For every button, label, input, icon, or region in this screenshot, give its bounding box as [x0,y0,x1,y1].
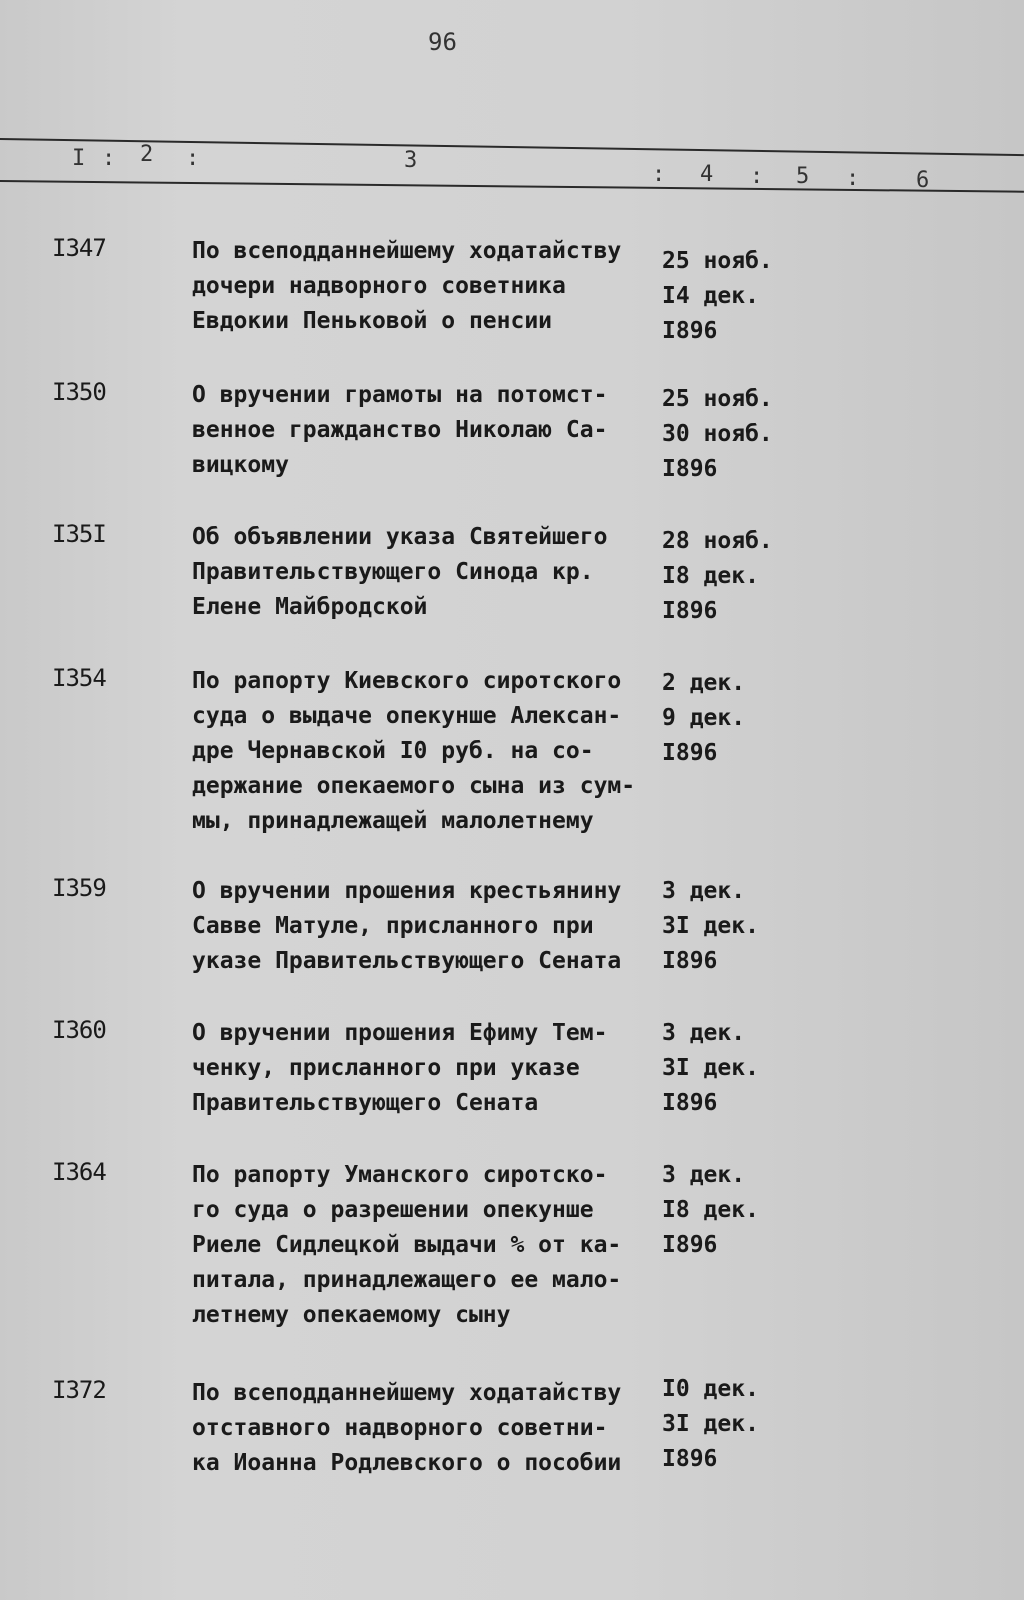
column-header-6: 6 [916,168,930,193]
entry-line: мы, принадлежащей малолетнему [192,808,594,834]
column-separator: : [750,164,764,189]
entry-line: По рапорту Киевского сиротского [192,668,622,694]
entry-line: венное гражданство Николаю Са- [192,417,608,443]
entry-line: указе Правительствующего Сената [192,948,622,974]
entry-description [192,520,662,625]
header-rule-top [0,138,1024,156]
entry-line: Евдокии Пеньковой о пенсии [192,308,553,334]
column-header-2: 2 [140,142,154,167]
date-end: 3I дек. [662,1411,759,1437]
entry-dates [662,382,773,487]
entry-line: дочери надворного советника [192,273,566,299]
entry-number: I359 [52,874,106,902]
entry-line: го суда о разрешении опекунше [192,1197,594,1223]
entry-line: Риеле Сидлецкой выдачи % от ка- [192,1232,622,1258]
date-start: I0 дек. [662,1376,759,1402]
entry-dates [662,1016,759,1121]
entry-dates [662,1158,759,1263]
entry-line: Савве Матуле, присланного при [192,913,594,939]
entry-number: I364 [52,1158,106,1186]
entry-line: По рапорту Уманского сиротско- [192,1162,608,1188]
entry-description [192,1158,662,1333]
date-start: 25 нояб. [662,386,773,412]
entry-line: Правительствующего Синода кр. [192,559,594,585]
date-end: 3I дек. [662,1055,759,1081]
column-header-5: 5 [796,164,810,189]
entry-description [192,1376,662,1481]
date-start: 2 дек. [662,670,746,696]
date-end: I4 дек. [662,283,759,309]
entry-dates [662,874,759,979]
entry-line: питала, принадлежащего ее мало- [192,1267,622,1293]
entry-line: летнему опекаемому сыну [192,1302,511,1328]
header-rule-bottom [0,180,1024,193]
entry-line: Об объявлении указа Святейшего [192,524,608,550]
date-end: I8 дек. [662,1197,759,1223]
date-start: 3 дек. [662,1020,746,1046]
date-year: I896 [662,740,718,766]
entry-line: ченку, присланного при указе [192,1055,580,1081]
entry-line: По всеподданнейшему ходатайству [192,238,622,264]
entry-line: дре Чернавской I0 руб. на со- [192,738,594,764]
entry-number: I35I [52,520,106,548]
date-year: I896 [662,1232,718,1258]
entry-number: I372 [52,1376,106,1404]
entry-description [192,1016,662,1121]
date-start: 25 нояб. [662,248,773,274]
date-end: 9 дек. [662,705,746,731]
entry-line: Правительствующего Сената [192,1090,539,1116]
entry-line: ка Иоанна Родлевского о пособии [192,1450,622,1476]
entry-dates [662,244,773,349]
date-end: 3I дек. [662,913,759,939]
entry-line: суда о выдаче опекунше Алексан- [192,703,622,729]
column-separator: : [186,146,200,171]
date-year: I896 [662,1446,718,1472]
entry-number: I360 [52,1016,106,1044]
date-start: 3 дек. [662,1162,746,1188]
entry-description [192,234,662,339]
entry-number: I350 [52,378,106,406]
entry-line: вицкому [192,452,289,478]
date-start: 28 нояб. [662,528,773,554]
column-separator: : [652,162,666,187]
entry-dates [662,524,773,629]
page-number: 96 [428,28,457,56]
entry-line: По всеподданнейшему ходатайству [192,1380,622,1406]
date-start: 3 дек. [662,878,746,904]
date-year: I896 [662,948,718,974]
entry-line: О вручении грамоты на потомст- [192,382,608,408]
column-separator: : [846,166,860,191]
entry-description [192,378,662,483]
date-year: I896 [662,318,718,344]
column-header-4: 4 [700,162,714,187]
column-separator: : [102,146,116,171]
entry-number: I347 [52,234,106,262]
column-header-1: I [72,146,86,171]
entry-dates [662,666,745,771]
entry-line: О вручении прошения крестьянину [192,878,622,904]
date-end: 30 нояб. [662,421,773,447]
date-end: I8 дек. [662,563,759,589]
entry-line: держание опекаемого сына из сум- [192,773,636,799]
entry-description [192,664,662,839]
date-year: I896 [662,456,718,482]
date-year: I896 [662,598,718,624]
entry-line: отставного надворного советни- [192,1415,608,1441]
column-header-3: 3 [404,148,418,173]
entry-dates [662,1372,759,1477]
entry-number: I354 [52,664,106,692]
entry-line: Елене Майбродской [192,594,428,620]
entry-line: О вручении прошения Ефиму Тем- [192,1020,608,1046]
entry-description [192,874,662,979]
date-year: I896 [662,1090,718,1116]
